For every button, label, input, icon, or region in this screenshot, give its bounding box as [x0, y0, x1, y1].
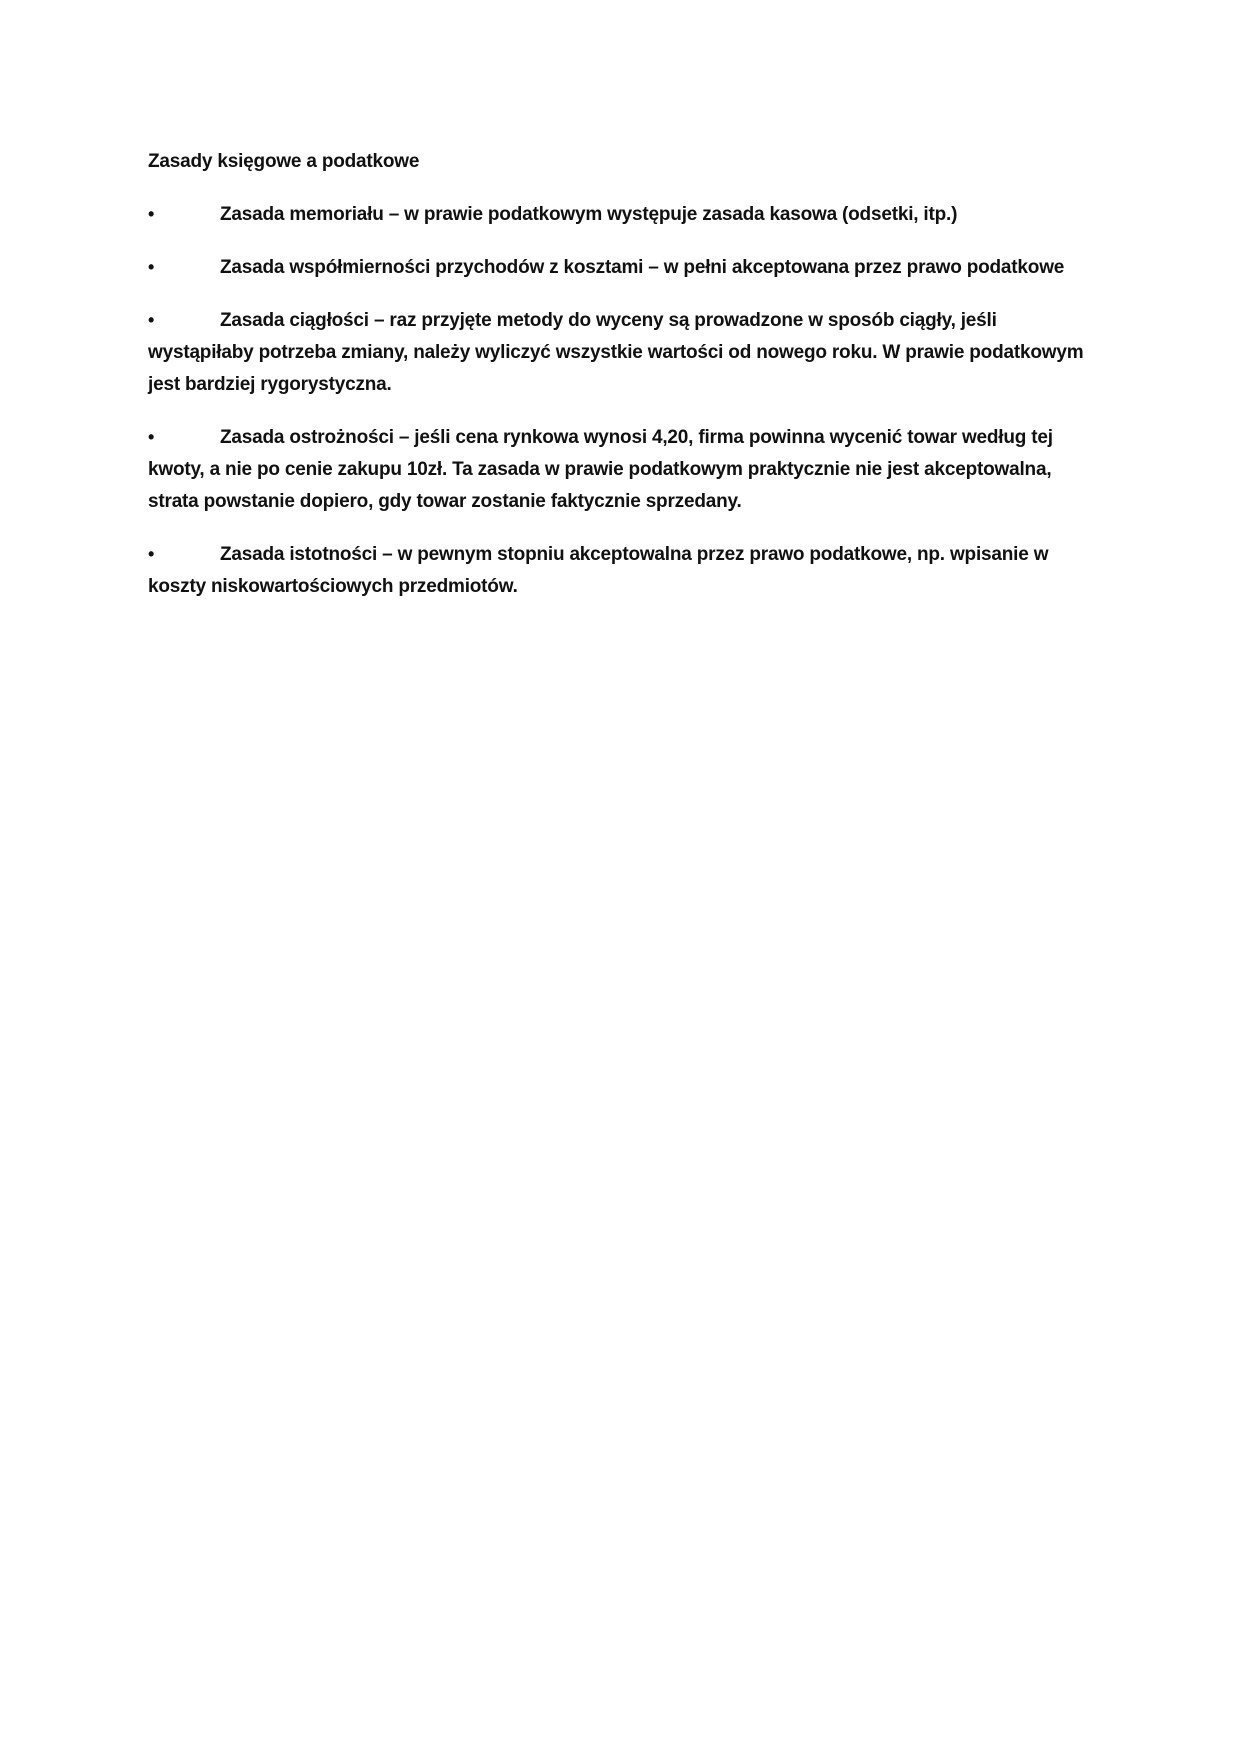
list-item-text: Zasada ciągłości – raz przyjęte metody do wyceny są prowadzone w sposób ciągły, jeśli wystąpiłaby potrzeba zmiany, należy wyliczyć wszystkie wartości od nowego roku. W prawie podatkowym jest bardziej rygorystyczna. [148, 310, 1084, 395]
bullet-icon: • [148, 544, 155, 564]
bullet-icon: • [148, 310, 155, 330]
list-item-text: Zasada istotności – w pewnym stopniu akceptowalna przez prawo podatkowe, np. wpisanie w koszty niskowartościowych przedmiotów. [148, 544, 1049, 597]
document-title: Zasady księgowe a podatkowe [148, 151, 420, 172]
list-item-text: Zasada memoriału – w prawie podatkowym występuje zasada kasowa (odsetki, itp.) [220, 204, 958, 225]
bullet-icon: • [148, 427, 155, 447]
list-item [148, 251, 1090, 284]
list-item [148, 198, 1090, 231]
bullet-icon: • [148, 257, 155, 277]
list-item [148, 304, 1090, 401]
list-item-text: Zasada współmierności przychodów z kosztami – w pełni akceptowana przez prawo podatkowe [220, 257, 1065, 278]
bullet-icon: • [148, 204, 155, 224]
list-item-text: Zasada ostrożności – jeśli cena rynkowa wynosi 4,20, firma powinna wycenić towar według tej kwoty, a nie po cenie zakupu 10zł. Ta zasada w prawie podatkowym praktycznie nie jest akceptowalna, strata powstanie dopiero, gdy towar zostanie faktycznie sprzedany. [148, 427, 1053, 512]
document-body [148, 146, 1090, 623]
list-item [148, 421, 1090, 518]
list-item [148, 538, 1090, 603]
